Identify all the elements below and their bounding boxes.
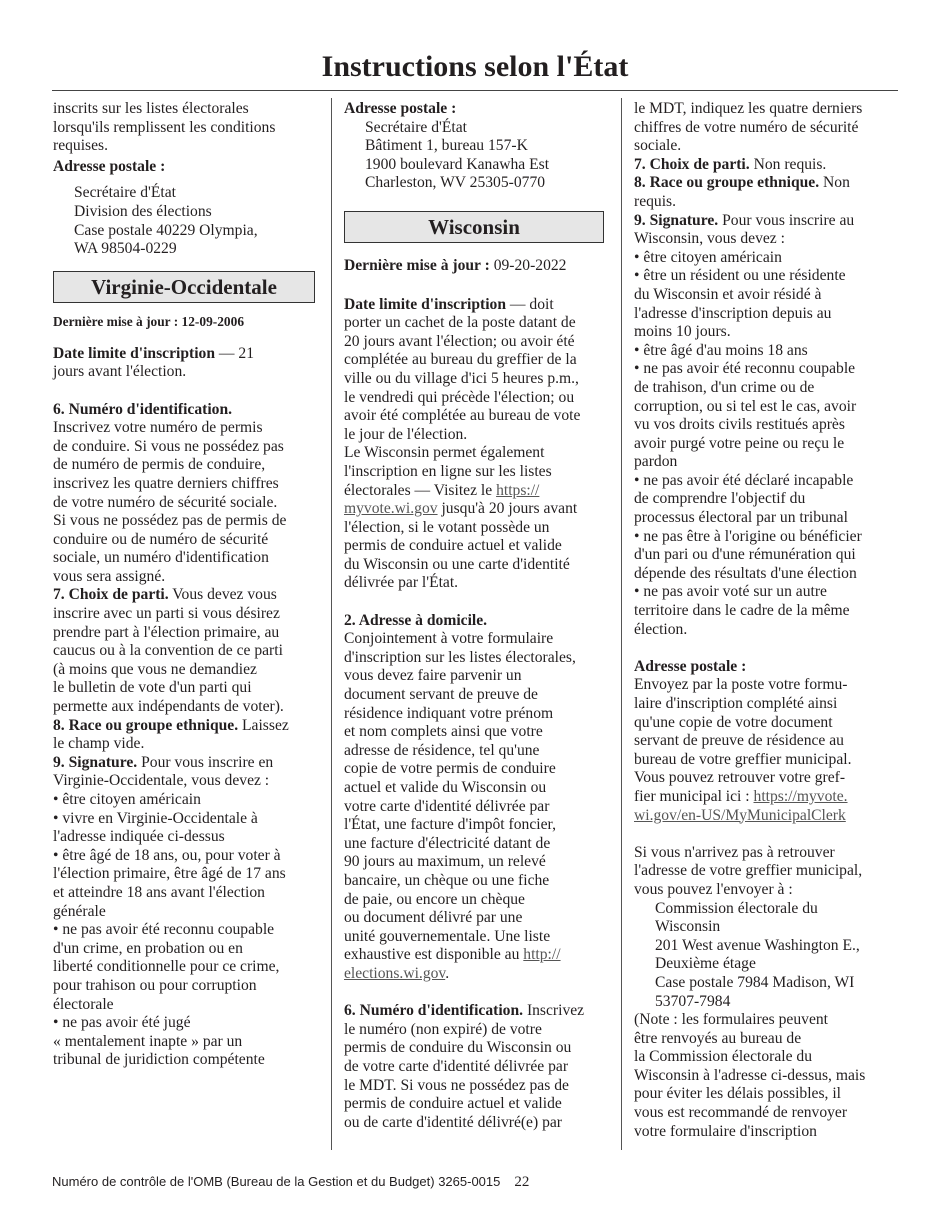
page-title: Instructions selon l'État [321,50,629,83]
municipal-clerk-link[interactable]: wi.gov/en-US/MyMunicipalClerk [634,806,846,824]
omb-control-number: Numéro de contrôle de l'OMB (Bureau de la Gestion et du Budget) 3265-0015 [52,1174,501,1189]
mailing-address: Secrétaire d'État Division des élections Case postale 40229 Olympia, WA 98504-0229 [74,184,258,258]
page-number: 22 [514,1174,530,1190]
column-3: le MDT, indiquez les quatre derniers chiffres de votre numéro de sécurité sociale. 7. Choix de parti. Non requis. 8. Race ou groupe ethnique. Non requis. 9. Signature. Pour vous inscrire au Wisconsin, vous devez : • être citoyen américain • être un résident ou une résidente du Wisconsin et avoir résidé à l'adresse d'inscription depuis au moins 10 jours. • être âgé d'au moins 18 ans • ne pas avoir été reconnu coupable de trahison, d'un crime ou de corruption, ou si tel est le cas, avoir vu vos droits civils restitués après avoir purgé votre peine ou reçu le pardon • ne pas avoir été déclaré incapable de comprendre l'objectif du processus électoral par un tribunal • ne pas être à l'origine ou bénéficier d'un pari ou d'une rémunération qui dépende des résultats d'une élection • ne pas avoir voté sur un autre territoire dans le cadre de la même élection. Adresse postale : Envoyez par la poste votre formu- laire d'inscription complété ainsi qu'une copie de votre document servant de preuve de résidence au bureau de votre greffier municipal. Vous pouvez retrouver votre gref- fier municipal ici : https://myvote. wi.gov/en-US/MyMunicipalClerk Si vous n'arrivez pas à retrouver l'adresse de votre greffier municipal, vous pouvez l'envoyer à : Commission électorale du Wisconsin 201 West avenue Washington E., Deuxième étage Case postale 7984 Madison, WI 53707-7984 (Note : les formulaires peuvent être renvoyés au bureau de la Commission électorale du Wisconsin à l'adresse ci-dessus, mais pour éviter les délais possibles, il vous est recommandé de renvoyer votre formulaire d'inscription [634,100,900,1141]
myvote-link[interactable]: myvote.wi.gov [344,500,438,518]
page-footer [52,1174,529,1191]
commission-address: Commission électorale du Wisconsin 201 West avenue Washington E., Deuxième étage Case postale 7984 Madison, WI 53707-7984 [655,899,860,1010]
column-divider [621,98,622,1150]
title-rule [52,90,898,91]
state-heading: Wisconsin [344,211,604,243]
last-updated: Dernière mise à jour : 12-09-2006 [53,313,245,329]
state-heading: Virginie-Occidentale [53,271,315,303]
myvote-link[interactable]: https:// [496,481,540,499]
column-divider [331,98,332,1150]
column-1: inscrits sur les listes électorales lorsqu'ils remplissent les conditions requises. Adresse postale : Secrétaire d'État Division des élections Case postale 40229 Olympia, WA 98504-0229 Virginie-Occidentale Dernière mise à jour : 12-09-2006 Date limite d'inscription — 21 jours avant l'élection. 6. Numéro d'identification. Inscrivez votre numéro de permis de conduire. Si vous ne possédez pas de numéro de permis de conduire, inscrivez les quatre derniers chiffres de votre numéro de sécurité sociale. Si vous ne possédez pas de permis de conduire ou de numéro de sécurité sociale, un numéro d'identification vous sera assigné. 7. Choix de parti. Vous devez vous inscrire avec un parti si vous désirez prendre part à l'élection primaire, au caucus ou à la convention de ce parti (à moins que vous ne demandiez le bulletin de vote d'un parti qui permette aux indépendants de voter). 8. Race ou groupe ethnique. Laissez le champ vide. 9. Signature. Pour vous inscrire en Virginie-Occidentale, vous devez : • être citoyen américain • vivre en Virginie-Occidentale à l'adresse indiquée ci-dessus • être âgé de 18 ans, ou, pour voter à l'élection primaire, être âgé de 17 ans et atteindre 18 ans avant l'élection générale • ne pas avoir été reconnu coupable d'un crime, en probation ou en liberté conditionnelle pour ce crime, pour trahison ou pour corruption électorale • ne pas avoir été jugé « mentalement inapte » par un tribunal de juridiction compétente [53,100,321,1070]
mail-label: Adresse postale : [634,657,747,675]
column-2: Adresse postale : Secrétaire d'État Bâtiment 1, bureau 157-K 1900 boulevard Kanawha Est Charleston, WV 25305-0770 Wisconsin Dernière mise à jour : 09-20-2022 Date limite d'inscription — doit porter un cachet de la poste datant de 20 jours avant l'élection; ou avoir été complétée au bureau du greffier de la ville ou du village d'ici 5 heures p.m., le vendredi qui précède l'élection; ou avoir été complétée au bureau de vote le jour de l'élection. Le Wisconsin permet également l'inscription en ligne sur les listes électorales — Visitez le https:// myvote.wi.gov jusqu'à 20 jours avant l'élection, si le votant possède un permis de conduire actuel et valide du Wisconsin ou une carte d'identité délivrée par l'État. 2. Adresse à domicile. Conjointement à votre formulaire d'inscription sur les listes électorales, vous devez faire parvenir un document servant de preuve de résidence indiquant votre prénom et nom complets ainsi que votre adresse de résidence, tel qu'une copie de votre permis de conduire actuel et valide du Wisconsin ou votre carte d'identité délivrée par l'État, une facture d'impôt foncier, une facture d'électricité datant de 90 jours au maximum, un relevé bancaire, un chèque ou une fiche de paie, ou encore un chèque ou document délivré par une unité gouvernementale. Une liste exhaustive est disponible au http:// elections.wi.gov. 6. Numéro d'identification. Inscrivez le numéro (non expiré) de votre permis de conduire du Wisconsin ou de votre carte d'identité délivrée par le MDT. Si vous ne possédez pas de permis de conduire actuel et valide ou de carte d'identité délivré(e) par [344,100,612,1132]
mail-label: Adresse postale : [53,157,166,175]
elections-link[interactable]: elections.wi.gov [344,964,446,982]
last-updated: Dernière mise à jour : 09-20-2022 [344,256,567,274]
elections-link[interactable]: http:// [523,946,561,964]
mail-label: Adresse postale : [344,100,457,117]
mailing-address: Secrétaire d'État Bâtiment 1, bureau 157-K 1900 boulevard Kanawha Est Charleston, WV 25305-0770 [365,118,550,192]
municipal-clerk-link[interactable]: https://myvote. [753,787,848,805]
